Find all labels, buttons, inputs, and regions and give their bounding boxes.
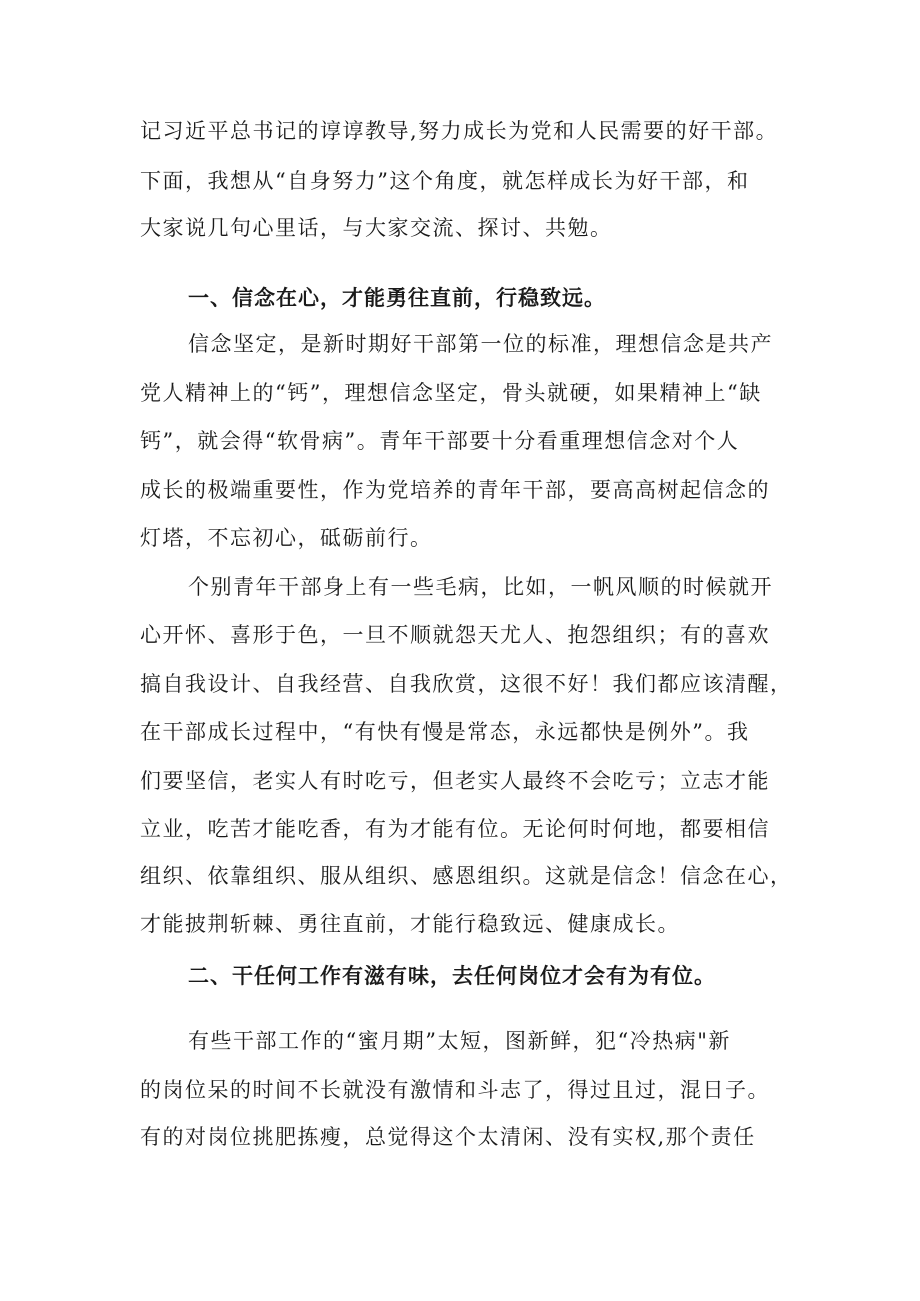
paragraph-line: 钙”，就会得“软骨病”。青年干部要十分看重理想信念对个人 bbox=[140, 429, 740, 453]
paragraph-line: 大家说几句心里话，与大家交流、探讨、共勉。 bbox=[140, 216, 613, 240]
paragraph-line: 有些干部工作的“蜜月期”太短，图新鲜，犯“冷热病"新 bbox=[188, 1029, 731, 1053]
paragraph-line: 有的对岗位挑肥拣瘦，总觉得这个太清闲、没有实权,那个责任 bbox=[140, 1125, 756, 1149]
paragraph-line: 搞自我设计、自我经营、自我欣赏，这很不好！我们都应该清醒， bbox=[140, 672, 793, 696]
paragraph-line: 党人精神上的“钙”，理想信念坚定，骨头就硬，如果精神上“缺 bbox=[140, 381, 762, 405]
paragraph-line: 下面，我想从“自身努力”这个角度，就怎样成长为好干部，和 bbox=[140, 169, 750, 193]
paragraph-line: 个别青年干部身上有一些毛病，比如，一帆风顺的时候就开 bbox=[188, 575, 773, 599]
paragraph-line: 在干部成长过程中，“有快有慢是常态，永远都快是例外”。我 bbox=[140, 720, 750, 744]
section-heading-1: 一、信念在心，才能勇往直前，行稳致远。 bbox=[188, 285, 606, 310]
paragraph-line: 成长的极端重要性，作为党培养的青年干部，要高高树起信念的 bbox=[140, 478, 770, 502]
paragraph-line: 灯塔，不忘初心，砥砺前行。 bbox=[140, 526, 433, 550]
paragraph-line: 们要坚信，老实人有时吃亏，但老实人最终不会吃亏；立志才能 bbox=[140, 769, 770, 793]
paragraph-line: 才能披荆斩棘、勇往直前，才能行稳致远、健康成长。 bbox=[140, 912, 680, 936]
paragraph-line: 信念坚定，是新时期好干部第一位的标准，理想信念是共产 bbox=[188, 332, 773, 356]
paragraph-line: 立业，吃苦才能吃香，有为才能有位。无论何时何地，都要相信 bbox=[140, 817, 770, 841]
paragraph-line: 心开怀、喜形于色，一旦不顺就怨天尤人、抱怨组织；有的喜欢 bbox=[140, 623, 770, 647]
paragraph-line: 的岗位呆的时间不长就没有激情和斗志了，得过且过，混日子。 bbox=[140, 1078, 770, 1102]
paragraph-line: 记习近平总书记的谆谆教导,努力成长为党和人民需要的好干部。 bbox=[140, 119, 779, 143]
paragraph-line: 组织、依靠组织、服从组织、感恩组织。这就是信念！信念在心， bbox=[140, 864, 793, 888]
section-heading-2: 二、干任何工作有滋有味，去任何岗位才会有为有位。 bbox=[188, 963, 716, 988]
